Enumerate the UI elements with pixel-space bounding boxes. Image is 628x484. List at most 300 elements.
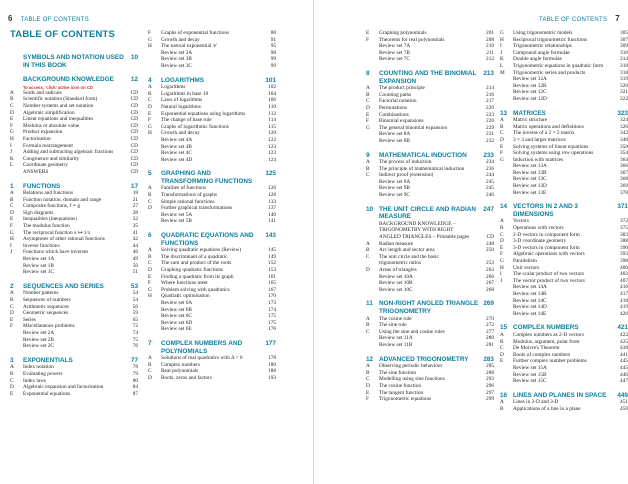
toc-entry[interactable] [10,90,138,97]
entry-page: 165 [268,280,276,287]
toc-entry[interactable] [10,323,138,330]
toc-entry[interactable] [10,364,138,371]
toc-entry[interactable] [148,362,276,369]
toc-entry[interactable] [366,287,494,294]
entry-letter: C [10,102,14,109]
chapter-heading[interactable] [366,206,494,221]
entry-letter [148,218,161,225]
toc-entry[interactable] [366,383,494,390]
toc-entry[interactable] [148,212,276,219]
section-gap [148,225,276,232]
entry-letter: C [10,203,14,210]
entry-letter: E [10,316,14,323]
entry-title: Review set 2B [23,336,54,343]
toc-entry[interactable] [10,337,138,344]
entry-title: Factorisation [23,135,51,142]
toc-entry[interactable] [10,269,138,276]
toc-entry[interactable] [366,112,494,119]
toc-entry[interactable] [148,326,276,333]
entry-letter: D [148,374,152,381]
chapter-heading[interactable] [366,300,494,315]
toc-entry[interactable] [10,371,138,378]
entry-page: 123 [268,143,276,150]
entry-title: Linear equations and inequalities [23,116,94,123]
entry-page: 75 [132,336,138,343]
toc-entry[interactable] [500,271,628,278]
entry-title: Review set 14E [513,310,547,317]
toc-entry[interactable] [10,290,138,297]
entry-page: 51 [132,269,138,276]
toc-entry[interactable] [366,118,494,125]
toc-entry[interactable] [366,370,494,377]
toc-entry[interactable] [500,298,628,305]
entry-letter: I [10,242,12,249]
entry-letter: G [10,129,14,136]
toc-entry[interactable] [500,245,628,252]
section-gap [148,70,276,77]
entry-page: 49 [132,256,138,263]
entry-letter: D [10,209,14,216]
entry-title: TRIGONOMETRY WITH RIGHT [379,227,454,234]
entry-title: Trigonometric equations in quadratic form [513,62,604,69]
toc-entry[interactable] [500,190,628,197]
entry-title: Exponential equations using logarithms [161,110,246,117]
entry-letter [366,280,379,287]
toc-entry[interactable] [366,254,494,261]
chapter-heading[interactable] [10,183,138,191]
chapter-section [366,199,494,294]
entry-title: The reciprocal function x ↦ 1/x [23,229,91,236]
toc-entry[interactable] [500,183,628,190]
toc-entry[interactable] [366,280,494,287]
entry-letter: B [366,322,370,329]
entry-page: 236 [486,165,494,172]
toc-entry[interactable] [500,304,628,311]
toc-entry[interactable] [500,284,628,291]
toc-entry[interactable] [10,103,138,110]
toc-entry[interactable] [148,124,276,131]
toc-entry[interactable] [366,172,494,179]
entry-page: 245 [486,185,494,192]
toc-entry[interactable] [148,254,276,261]
entry-letter: A [366,85,370,92]
toc-entry[interactable] [500,130,628,137]
toc-entry[interactable] [366,234,494,241]
chapter-heading[interactable] [500,110,628,118]
toc-entry[interactable] [148,130,276,137]
toc-entry[interactable] [10,162,138,169]
entry-page: 208 [486,36,494,43]
toc-entry[interactable] [148,368,276,375]
toc-entry[interactable] [10,304,138,311]
toc-entry[interactable] [500,56,628,63]
chapter-heading[interactable] [148,77,276,85]
toc-entry[interactable] [500,163,628,170]
toc-entry[interactable] [10,116,138,123]
entry-title: Modulus or absolute value [23,122,80,129]
toc-entry[interactable] [500,30,628,37]
entry-title: Review set 6B [161,306,192,313]
toc-entry[interactable] [500,339,628,346]
entry-title: The scalar product of two vectors [513,271,585,278]
toc-entry[interactable] [500,218,628,225]
chapter-heading[interactable] [366,356,494,364]
entry-letter: B [148,192,152,199]
toc-entry[interactable] [366,185,494,192]
entry-title: Combinations [379,111,409,118]
toc-entry[interactable] [10,129,138,136]
toc-entry[interactable] [500,70,628,77]
toc-entry[interactable] [500,332,628,339]
chapter-heading[interactable] [148,340,276,355]
toc-entry[interactable] [500,150,628,157]
toc-entry[interactable] [366,166,494,173]
toc-entry[interactable] [366,322,494,329]
entry-title: Logarithms [161,84,186,91]
entry-letter: A [148,247,152,254]
toc-entry[interactable] [500,358,628,365]
toc-entry[interactable] [10,343,138,350]
toc-entry[interactable] [366,192,494,199]
entry-title: The cosine rule [379,315,412,322]
toc-entry[interactable] [500,96,628,103]
toc-entry[interactable] [366,363,494,370]
toc-entry[interactable] [148,84,276,91]
toc-entry[interactable] [500,144,628,151]
toc-entry[interactable] [10,216,138,223]
toc-entry[interactable] [10,197,138,204]
toc-entry[interactable] [500,251,628,258]
entry-title: Review set 4C [161,150,192,157]
toc-entry[interactable] [10,203,138,210]
entry-letter [500,163,513,170]
entry-letter: C [148,198,152,205]
toc-entry[interactable] [148,274,276,281]
entry-title: Review set 8A [379,131,411,138]
toc-entry[interactable] [10,317,138,324]
entry-page: 88 [270,30,276,36]
entry-page: 176 [268,326,276,333]
toc-entry[interactable] [148,375,276,382]
toc-entry[interactable] [148,137,276,144]
page-title: TABLE OF CONTENTS [10,29,116,40]
toc-entry[interactable] [148,307,276,314]
toc-entry[interactable] [366,247,494,254]
toc-entry[interactable] [148,320,276,327]
entry-page: 72 [132,323,138,330]
chapter-heading[interactable] [500,324,628,332]
toc-entry[interactable] [10,190,138,197]
toc-entry[interactable] [366,221,494,228]
entry-title: Review set 10A [379,273,413,280]
entry-letter: B [148,253,152,260]
toc-entry[interactable] [366,179,494,186]
toc-entry[interactable] [500,157,628,164]
chapter-page: 101 [265,76,276,84]
toc-entry[interactable] [10,243,138,250]
toc-entry[interactable] [10,391,138,398]
toc-entry[interactable] [500,170,628,177]
entry-page: 104 [268,90,276,97]
entry-title: Areas of triangles [379,267,417,273]
toc-entry[interactable] [366,85,494,92]
toc-entry[interactable] [148,150,276,157]
toc-entry[interactable] [148,50,276,57]
entry-page: 126 [268,185,276,192]
chapter-heading[interactable] [10,76,138,84]
toc-entry[interactable] [148,267,276,274]
entry-letter: D [10,384,14,391]
toc-entry[interactable] [148,185,276,192]
toc-entry[interactable] [148,355,276,362]
entry-page: 293 [486,376,494,383]
chapter-title: SEQUENCES AND SERIES [23,282,104,290]
toc-entry[interactable] [10,210,138,217]
toc-entry[interactable] [500,89,628,96]
toc-entry[interactable] [366,56,494,63]
chapter-heading[interactable] [366,152,494,160]
toc-entry[interactable] [366,267,494,274]
toc-entry[interactable] [148,313,276,320]
entry-page: 178 [268,355,276,362]
toc-entry[interactable] [10,149,138,156]
entry-page: 175 [268,319,276,326]
toc-entry[interactable] [366,342,494,349]
toc-entry[interactable] [148,293,276,300]
toc-entry[interactable] [10,230,138,237]
toc-entry[interactable] [500,137,628,144]
toc-entry[interactable] [500,43,628,50]
toc-entry[interactable] [10,169,138,176]
chapter-title: THE UNIT CIRCLE AND RADIAN MEASURE [379,205,477,221]
entry-letter: F [366,396,369,403]
toc-entry[interactable] [148,91,276,98]
toc-entry[interactable] [500,176,628,183]
toc-entry[interactable] [10,256,138,263]
toc-entry[interactable] [10,384,138,391]
entry-page: 161 [268,273,276,280]
entry-letter: D [10,109,14,116]
toc-entry[interactable] [10,223,138,230]
chapter-section [366,63,494,145]
chapter-page: 77 [130,356,138,364]
toc-entry[interactable] [366,125,494,132]
toc-entry[interactable] [500,278,628,285]
toc-entry[interactable] [366,227,494,234]
toc-entry[interactable] [10,310,138,317]
toc-entry[interactable] [366,376,494,383]
entry-title: Review set 13A [513,163,547,170]
toc-entry[interactable] [10,136,138,143]
toc-entry[interactable] [10,156,138,163]
toc-entry[interactable] [366,131,494,138]
toc-entry[interactable] [148,144,276,151]
toc-entry[interactable] [500,63,628,70]
entry-page: 451 [620,399,628,406]
entry-letter: G [148,36,152,43]
toc-entry[interactable] [500,83,628,90]
toc-entry[interactable] [500,225,628,232]
entry-title: Review set 14B [513,290,547,297]
chapter-heading[interactable] [500,392,628,400]
toc-entry[interactable] [10,378,138,385]
entry-title: The unit circle and the basic [379,253,439,260]
entry-letter [366,192,379,199]
toc-entry[interactable] [500,378,628,385]
toc-column-right-2 [500,30,628,412]
toc-entry[interactable] [500,37,628,44]
toc-entry[interactable] [366,105,494,112]
toc-entry[interactable] [148,111,276,118]
entry-letter: A [10,89,14,96]
toc-entry[interactable] [500,291,628,298]
entry-page: 84 [132,384,138,391]
chapter-heading[interactable] [148,170,276,185]
toc-entry[interactable] [500,352,628,359]
toc-entry[interactable] [366,396,494,403]
toc-entry[interactable] [148,287,276,294]
toc-entry[interactable] [148,97,276,104]
entry-title: Growth and decay [161,130,200,137]
chapter-number: 5 [148,170,152,178]
entry-page: 175 [268,313,276,320]
toc-entry[interactable] [10,249,138,256]
toc-entry[interactable] [148,117,276,124]
toc-entry[interactable] [500,258,628,265]
chapter-title: COMPLEX NUMBERS [513,324,579,332]
entry-page: 115 [268,123,276,130]
toc-entry[interactable] [10,110,138,117]
toc-entry[interactable] [366,335,494,342]
toc-entry[interactable] [366,50,494,57]
toc-entry[interactable] [148,199,276,206]
entry-letter: F [366,118,369,125]
chapter-page: 371 [617,203,628,211]
chapter-heading[interactable] [500,203,628,218]
toc-entry[interactable] [148,43,276,50]
chapter-heading[interactable] [148,232,276,247]
entry-letter: D [10,310,14,317]
entry-letter [366,335,379,342]
entry-page: 59 [132,310,138,317]
chapter-heading[interactable] [366,70,494,85]
chapter-heading[interactable] [10,283,138,291]
toc-entry[interactable] [500,311,628,318]
toc-entry[interactable] [500,76,628,83]
toc-entry[interactable] [366,316,494,323]
toc-entry[interactable] [148,104,276,111]
entry-letter: A [10,190,14,197]
cd-access-note: To access, 'click' active icon on CD [23,84,93,90]
toc-entry[interactable] [366,390,494,397]
toc-entry[interactable] [500,399,628,406]
toc-entry[interactable] [500,345,628,352]
entry-page: 80 [132,377,138,384]
entry-page: 266 [486,273,494,280]
toc-entry[interactable] [366,274,494,281]
toc-entry[interactable] [500,238,628,245]
toc-entry[interactable] [148,157,276,164]
chapter-section [148,30,276,70]
toc-entry[interactable] [500,406,628,413]
entry-title: The sine function [379,369,417,376]
toc-entry[interactable] [148,56,276,63]
toc-entry[interactable] [366,30,494,37]
toc-entry[interactable] [366,43,494,50]
toc-entry[interactable] [148,300,276,307]
toc-entry[interactable] [148,218,276,225]
toc-entry[interactable] [366,241,494,248]
toc-entry[interactable] [148,63,276,70]
toc-entry[interactable] [10,143,138,150]
toc-entry[interactable] [366,37,494,44]
toc-entry[interactable] [10,297,138,304]
toc-entry[interactable] [148,260,276,267]
entry-page: 438 [620,345,628,352]
toc-entry[interactable] [500,124,628,131]
entry-page: 322 [620,95,628,102]
entry-letter: C [366,376,370,383]
entry-page: 314 [620,56,628,63]
toc-entry[interactable] [148,247,276,254]
entry-title: Sequences of numbers [23,297,71,303]
toc-entry[interactable] [500,117,628,124]
entry-letter [500,365,513,372]
entry-page: 246 [486,192,494,199]
toc-entry[interactable] [366,159,494,166]
chapter-heading[interactable] [10,357,138,365]
toc-entry[interactable] [366,329,494,336]
toc-entry[interactable] [10,330,138,337]
toc-entry[interactable] [500,365,628,372]
entry-title: Arc length and sector area [379,247,435,254]
toc-entry[interactable] [10,96,138,103]
toc-entry[interactable] [10,123,138,130]
entry-letter: B [148,90,152,97]
entry-title: Further graphical transformations [161,205,233,212]
entry-letter: D [148,205,152,212]
chapter-section [500,30,628,103]
entry-page: 321 [620,89,628,96]
entry-letter [366,342,379,349]
entry-title: The natural exponential 'e' [161,43,217,50]
toc-entry[interactable] [148,205,276,212]
entry-title: Index notation [23,364,54,371]
toc-entry[interactable] [10,263,138,270]
entry-title: Review set 15B [513,371,547,378]
toc-entry[interactable] [148,280,276,287]
toc-entry[interactable] [366,98,494,105]
toc-entry[interactable] [10,236,138,243]
toc-entry[interactable] [366,260,494,267]
toc-entry[interactable] [500,50,628,57]
entry-letter [366,43,379,50]
toc-entry[interactable] [500,372,628,379]
toc-entry[interactable] [500,265,628,272]
entry-letter: E [10,216,14,223]
toc-entry[interactable] [366,138,494,145]
entry-title: Review set 7A [379,43,411,50]
entry-letter: G [148,286,152,293]
entry-page: CD [130,89,138,96]
chapter-heading[interactable] [10,54,138,69]
toc-entry[interactable] [366,92,494,99]
toc-entry[interactable] [500,232,628,239]
toc-entry[interactable] [148,30,276,37]
entry-page: 112 [268,110,276,117]
toc-entry[interactable] [148,37,276,44]
toc-entry[interactable] [148,192,276,199]
